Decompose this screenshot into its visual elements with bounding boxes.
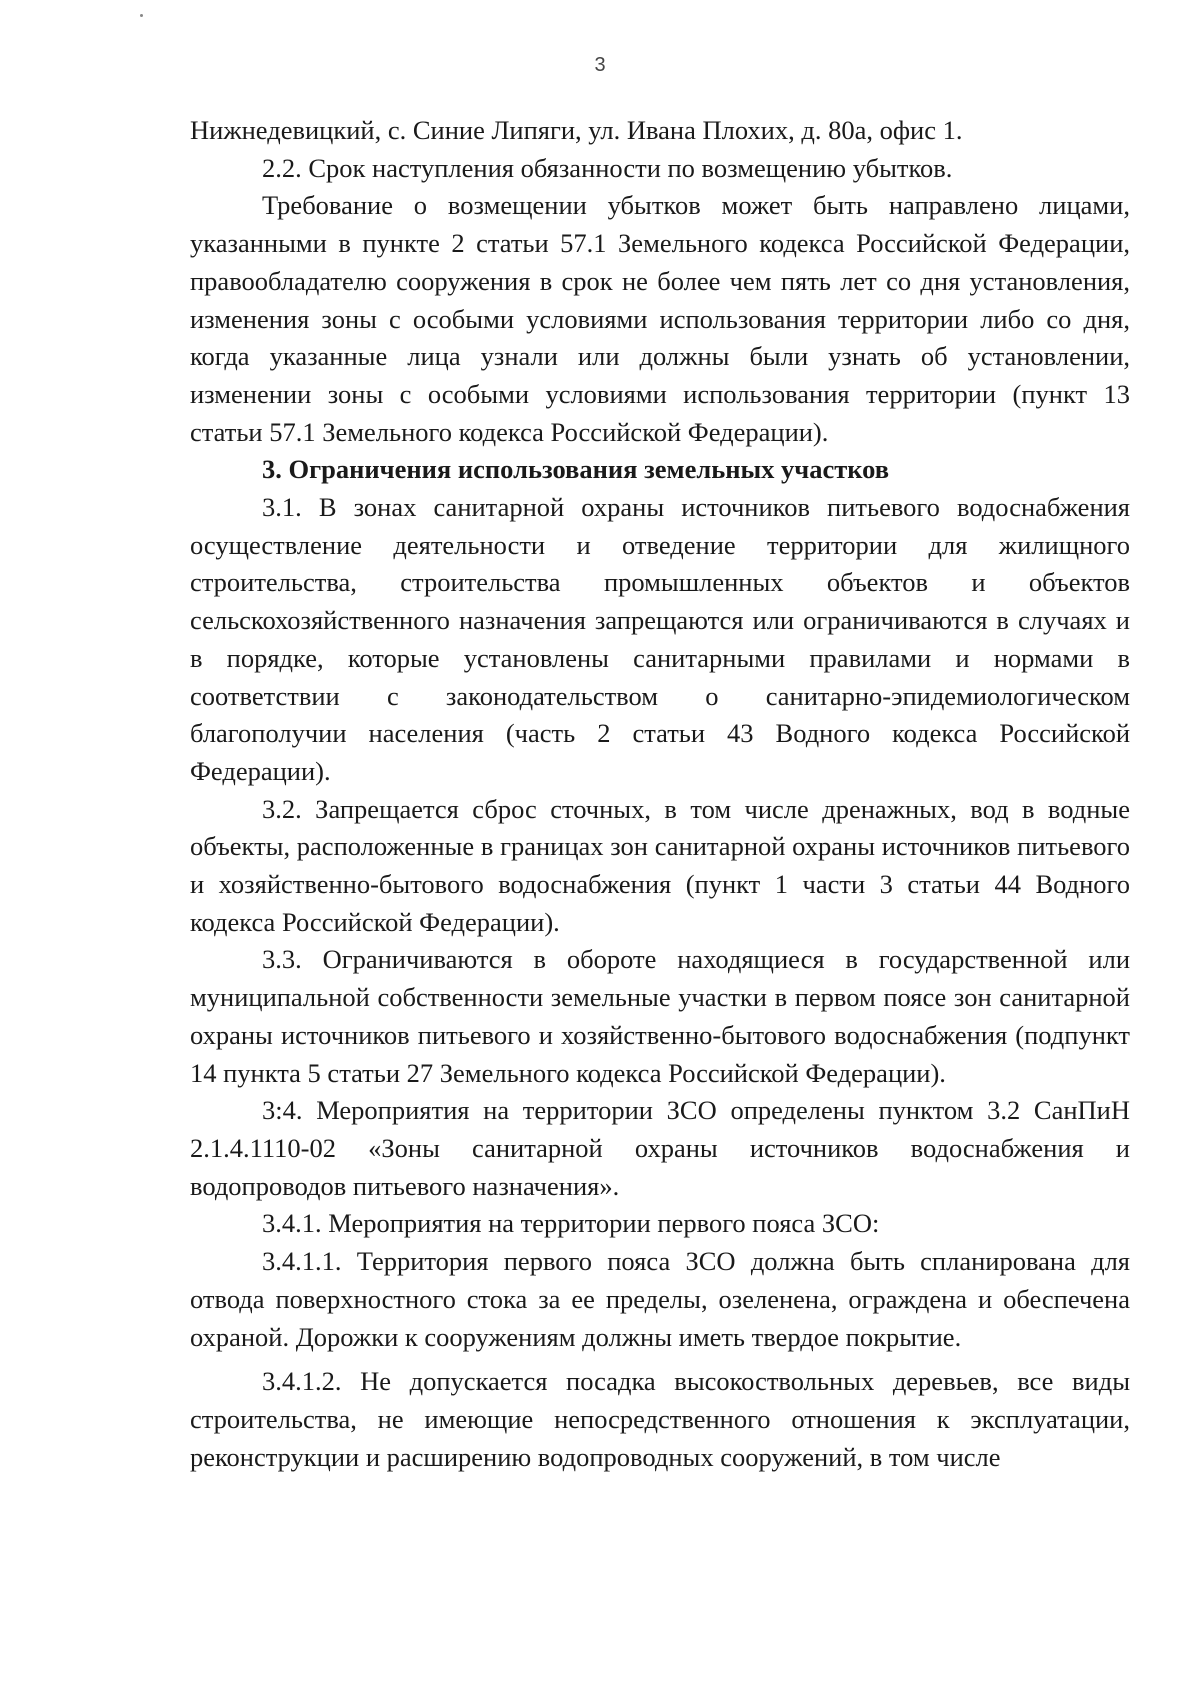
scan-dot	[140, 14, 143, 17]
paragraph-2-2: 2.2. Срок наступления обязанности по возмещению убытков.	[262, 152, 953, 183]
paragraph-3-4-1: 3.4.1. Мероприятия на территории первого пояса ЗСО:	[262, 1208, 880, 1239]
paragraph-3-1: 3.1. В зонах санитарной охраны источников питьевого водоснабжения осуществление деятельности и отведение территории для жилищного строительства, строительства промышленных объектов и объектов сельскохозяйственного назначения запрещаются или ограничиваются в случаях и в порядке, которые установлены санитарными правилами и нормами в соответствии с законодательством о санитарно-эпидемиологическом благополучии населения (часть 2 статьи 43 Водного кодекса Российской Федерации).	[190, 492, 1130, 786]
section-heading-3: 3. Ограничения использования земельных участков	[262, 454, 890, 485]
paragraph-address-continuation: Нижнедевицкий, с. Синие Липяги, ул. Ивана Плохих, д. 80а, офис 1.	[190, 115, 963, 145]
document-body	[190, 112, 1130, 1476]
paragraph-3-3: 3.3. Ограничиваются в обороте находящиеся в государственной или муниципальной собственности земельные участки в первом поясе зон санитарной охраны источников питьевого и хозяйственно-бытового водоснабжения (подпункт 14 пункта 5 статьи 27 Земельного кодекса Российской Федерации).	[190, 944, 1130, 1088]
paragraph-3-4-1-2: 3.4.1.2. Не допускается посадка высокоствольных деревьев, все виды строительства, не имеющие непосредственного отношения к эксплуатации, реконструкции и расширению водопроводных сооружений, в том числе	[190, 1366, 1130, 1472]
paragraph-3-2: 3.2. Запрещается сброс сточных, в том числе дренажных, вод в водные объекты, расположенные в границах зон санитарной охраны источников питьевого и хозяйственно-бытового водоснабжения (пункт 1 части 3 статьи 44 Водного кодекса Российской Федерации).	[190, 793, 1130, 937]
paragraph-3-4: 3:4. Мероприятия на территории ЗСО определены пунктом 3.2 СанПиН 2.1.4.1110-02 «Зоны санитарной охраны источников водоснабжения и водопроводов питьевого назначения».	[190, 1095, 1130, 1201]
paragraph-3-4-1-1: 3.4.1.1. Территория первого пояса ЗСО должна быть спланирована для отвода поверхностного стока за ее пределы, озеленена, ограждена и обеспечена охраной. Дорожки к сооружениям должны иметь твердое покрытие.	[190, 1246, 1130, 1352]
page-number: 3	[594, 54, 606, 76]
paragraph-damages-claim: Требование о возмещении убытков может быть направлено лицами, указанными в пункте 2 статьи 57.1 Земельного кодекса Российской Федерации, правообладателю сооружения в срок не более чем пять лет со дня установления, изменения зоны с особыми условиями использования территории либо со дня, когда указанные лица узнали или должны были узнать об установлении, изменении зоны с особыми условиями использования территории (пункт 13 статьи 57.1 Земельного кодекса Российской Федерации).	[190, 190, 1130, 447]
